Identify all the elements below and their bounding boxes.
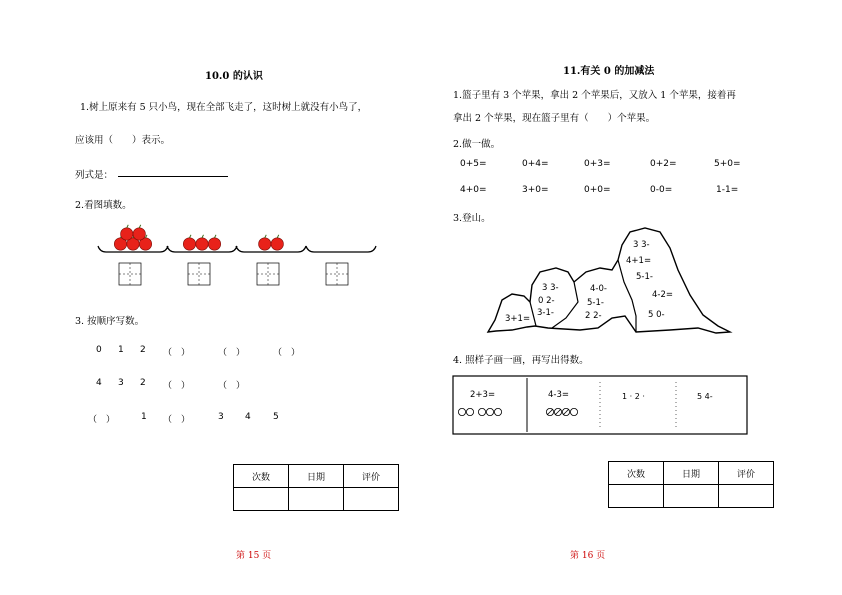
left-q1-line2: 应该用（ ）表示。 (75, 135, 171, 146)
calc-item: 0+5= (460, 159, 487, 169)
drawing-cell-expr: 2+3= (470, 390, 496, 400)
eval-cell[interactable] (609, 485, 664, 508)
right-page-title: 11.有关 0 的加减法 (563, 66, 655, 77)
mountain-expr: 3 3- (633, 240, 650, 250)
left-page-title: 10.0 的认识 (205, 71, 263, 82)
right-q1-line2: 拿出 2 个苹果，现在篮子里有（ ）个苹果。 (453, 113, 656, 124)
mountain-expr: 3 3- (542, 283, 559, 293)
eval-header: 日期 (289, 465, 344, 488)
calc-item: 4+0= (460, 185, 487, 195)
seq-cell: 2 (140, 378, 146, 388)
eval-header: 次数 (609, 462, 664, 485)
calc-item: 0+0= (584, 185, 611, 195)
right-q1-line1: 1.篮子里有 3 个苹果，拿出 2 个苹果后，又放入 1 个苹果，接着再 (453, 90, 736, 101)
eval-header: 日期 (664, 462, 719, 485)
circle-marks (458, 408, 501, 415)
drawing-cell-expr: 5 4- (697, 392, 713, 401)
eval-header: 评价 (719, 462, 774, 485)
right-page-number: 第 16 页 (570, 551, 606, 561)
seq-blank[interactable]: （ ） (163, 348, 191, 358)
seq-cell: 3 (118, 378, 124, 388)
seq-cell: 0 (96, 345, 102, 355)
seq-blank[interactable]: （ ） (88, 415, 116, 425)
mountain-expr: 3+1= (505, 314, 531, 324)
seq-cell: 4 (245, 412, 251, 422)
eval-header: 次数 (234, 465, 289, 488)
calc-item: 0+3= (584, 159, 611, 169)
mountain-expr: 5-1- (587, 298, 604, 308)
mountain-expr: 5-1- (636, 272, 653, 282)
crossed-circle-marks (546, 408, 577, 415)
eval-cell[interactable] (719, 485, 774, 508)
mountain-expr: 4-0- (590, 284, 607, 294)
right-q4-label: 4. 照样子画一画，再写出得数。 (453, 355, 589, 366)
seq-cell: 1 (118, 345, 124, 355)
calc-item: 5+0= (714, 159, 741, 169)
left-q3-label: 3. 按顺序写数。 (75, 316, 145, 327)
seq-blank[interactable]: （ ） (273, 348, 301, 358)
mountain-expr: 4+1= (626, 256, 652, 266)
seq-cell: 5 (273, 412, 279, 422)
calc-item: 0+4= (522, 159, 549, 169)
mountain-expr: 0 2- (538, 296, 555, 306)
drawing-cell-expr: 1 · 2 · (622, 392, 645, 401)
mountain-expr: 3-1- (537, 308, 554, 318)
eval-header: 评价 (344, 465, 399, 488)
mountain-expr: 2 2- (585, 311, 602, 321)
left-q2-label: 2.看图填数。 (75, 200, 132, 211)
seq-cell: 3 (218, 412, 224, 422)
mountain-expr: 5 0- (648, 310, 665, 320)
left-page-number: 第 15 页 (236, 551, 272, 561)
calc-item: 1-1= (716, 185, 739, 195)
calc-item: 3+0= (522, 185, 549, 195)
eval-cell[interactable] (664, 485, 719, 508)
calc-item: 0-0= (650, 185, 673, 195)
right-evaluation-table (608, 461, 774, 508)
left-q1-formula-label: 列式是： (75, 170, 114, 181)
left-q1-line1: 1.树上原来有 5 只小鸟，现在全部飞走了，这时树上就没有小鸟了， (80, 102, 368, 113)
seq-cell: 1 (141, 412, 147, 422)
drawing-cell-expr: 4-3= (548, 390, 570, 400)
right-q2-label: 2.做一做。 (453, 139, 501, 150)
seq-blank[interactable]: （ ） (218, 381, 246, 391)
seq-blank[interactable]: （ ） (218, 348, 246, 358)
mountain-expr: 4-2= (652, 290, 674, 300)
right-q3-label: 3.登山。 (453, 213, 491, 224)
seq-cell: 2 (140, 345, 146, 355)
seq-blank[interactable]: （ ） (163, 415, 191, 425)
seq-blank[interactable]: （ ） (163, 381, 191, 391)
calc-item: 0+2= (650, 159, 677, 169)
seq-cell: 4 (96, 378, 102, 388)
